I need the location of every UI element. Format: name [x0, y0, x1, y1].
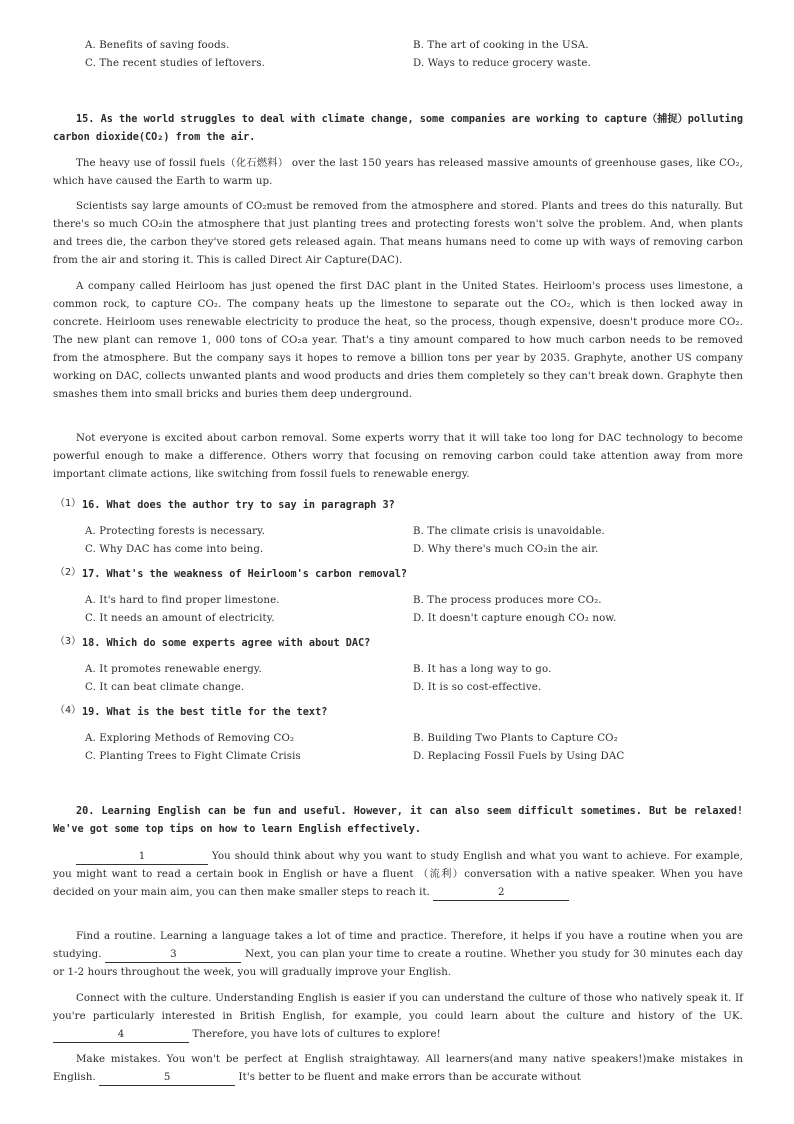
q20-paragraph-3-text-a: Connect with the culture. Understanding English is easier if you can understand the culture of those who natively speak it. If you're particularly interested in British English, for example, you could learn about the culture and history of the UK. [53, 993, 743, 1022]
q15-paragraph-2: Scientists say large amounts of CO₂must be removed from the atmosphere and stored. Plants and trees do this naturally. But there's so much CO₂in the atmosphere that just planting trees and protecting forests won't solve the problem. And, when plants and trees die, the carbon they've stored gets released again. That means humans need to come up with ways of removing carbon from the air and storing it. This is called Direct Air Capture(DAC). [53, 201, 743, 266]
q20-paragraph-4-text-b: It's better to be fluent and make errors than be accurate without [235, 1072, 581, 1083]
prev-option-d: D. Ways to reduce grocery waste. [413, 58, 591, 69]
q20-paragraph-1 [53, 848, 743, 902]
q18-options-row-2 [85, 682, 745, 700]
q18-option-a[interactable]: A. It promotes renewable energy. [85, 664, 262, 675]
prev-options-row-1 [85, 40, 745, 58]
q20-paragraph-1-text: You should think about why you want to study English and what you want to achieve. For example, you might want to read a certain book in English or have a fluent （流利）conversation with a native speaker. When you have decided on your main aim, you can then make smaller steps to reach it. [53, 851, 743, 898]
q16-options-row-1 [85, 526, 745, 544]
blank-3[interactable]: 3 [105, 948, 241, 963]
subquestion-text-18: 18. Which do some experts agree with about DAC? [82, 638, 371, 649]
q19-options-row-2 [85, 751, 745, 769]
q19-option-c[interactable]: C. Planting Trees to Fight Climate Crisis [85, 751, 301, 762]
q16-option-d[interactable]: D. Why there's much CO₂in the air. [413, 544, 599, 555]
blank-5[interactable]: 5 [99, 1071, 235, 1086]
q15-paragraph-4: Not everyone is excited about carbon removal. Some experts worry that it will take too long for DAC technology to become powerful enough to make a difference. Others worry that focusing on removing carbon could take attention away from more important climate actions, like switching from fossil fuels to renewable energy. [53, 433, 743, 480]
blank-2[interactable]: 2 [433, 886, 569, 901]
q18-options-row-1 [85, 664, 745, 682]
blank-4[interactable]: 4 [53, 1028, 189, 1043]
q15-paragraph-3: A company called Heirloom has just opened the first DAC plant in the United States. Heirloom's process uses limestone, a common rock, to capture CO₂. The company heats up the limestone to separate out the CO₂, which is then locked away in concrete. Heirloom uses renewable electricity to produce the heat, so the process, though expensive, doesn't produce more CO₂. The new plant can remove 1, 000 tons of CO₂a year. That's a tiny amount compared to how much carbon needs to be removed from the atmosphere. But the company says it hopes to remove a billion tons per year by 2035. Graphyte, another US company working on DAC, collects unwanted plants and wood products and dries them completely so they can't break down. Graphyte then smashes them into small bricks and buries them deep underground. [53, 281, 743, 400]
q19-option-d[interactable]: D. Replacing Fossil Fuels by Using DAC [413, 751, 625, 762]
subquestion-number-2: （2） [55, 567, 82, 578]
subquestion-number-1: （1） [55, 498, 82, 509]
q18-option-d[interactable]: D. It is so cost-effective. [413, 682, 542, 693]
q17-option-c[interactable]: C. It needs an amount of electricity. [85, 613, 275, 624]
q20-paragraph-2 [53, 928, 743, 982]
q18-option-c[interactable]: C. It can beat climate change. [85, 682, 245, 693]
q20-paragraph-4-text-a: Make mistakes. You won't be perfect at English straightaway. All learners(and many native speakers!)make mistakes in English. [53, 1054, 743, 1083]
subquestion-text-17: 17. What's the weakness of Heirloom's carbon removal? [82, 569, 408, 580]
q17-option-b[interactable]: B. The process produces more CO₂. [413, 595, 602, 606]
subquestion-text-19: 19. What is the best title for the text? [82, 707, 328, 718]
q16-option-a[interactable]: A. Protecting forests is necessary. [85, 526, 266, 537]
q17-option-d[interactable]: D. It doesn't capture enough CO₂ now. [413, 613, 617, 624]
q16-option-c[interactable]: C. Why DAC has come into being. [85, 544, 264, 555]
q20-header: 20. Learning English can be fun and useful. However, it can also seem difficult sometimes. But be relaxed! We've got some top tips on how to learn English effectively. [53, 806, 743, 835]
q20-paragraph-3 [53, 990, 743, 1044]
q20-paragraph-4 [53, 1051, 743, 1087]
q15-paragraph-1: The heavy use of fossil fuels（化石燃料） over the last 150 years has released massive amounts of greenhouse gases, like CO₂, which have caused the Earth to warm up. [53, 158, 743, 187]
q19-options-row-1 [85, 733, 745, 751]
prev-option-a: A. Benefits of saving foods. [85, 40, 230, 51]
q17-options-row-2 [85, 613, 745, 631]
subquestion-text-16: 16. What does the author try to say in paragraph 3? [82, 500, 395, 511]
q20-paragraph-2-text-b: Next, you can plan your time to create a routine. Whether you study for 30 minutes each day or 1-2 hours throughout the week, you will gradually improve your English. [53, 949, 743, 978]
subquestion-number-3: （3） [55, 636, 82, 647]
q19-option-a[interactable]: A. Exploring Methods of Removing CO₂ [85, 733, 295, 744]
prev-option-c: C. The recent studies of leftovers. [85, 58, 266, 69]
q18-option-b[interactable]: B. It has a long way to go. [413, 664, 552, 675]
subquestion-number-4: （4） [55, 705, 82, 716]
blank-1[interactable]: 1 [76, 850, 208, 865]
q15-header: 15. As the world struggles to deal with climate change, some companies are working to capture（捕捉）polluting carbon dioxide(CO₂) from the air. [53, 114, 743, 143]
prev-options-row-2 [85, 58, 745, 76]
q16-option-b[interactable]: B. The climate crisis is unavoidable. [413, 526, 605, 537]
q20-paragraph-3-text-b: Therefore, you have lots of cultures to explore! [189, 1029, 441, 1040]
q16-options-row-2 [85, 544, 745, 562]
q19-option-b[interactable]: B. Building Two Plants to Capture CO₂ [413, 733, 618, 744]
q17-options-row-1 [85, 595, 745, 613]
q17-option-a[interactable]: A. It's hard to find proper limestone. [85, 595, 280, 606]
q20-paragraph-2-text-a: Find a routine. Learning a language takes a lot of time and practice. Therefore, it helps if you have a routine when you are studying. [53, 931, 743, 960]
prev-option-b: B. The art of cooking in the USA. [413, 40, 589, 51]
